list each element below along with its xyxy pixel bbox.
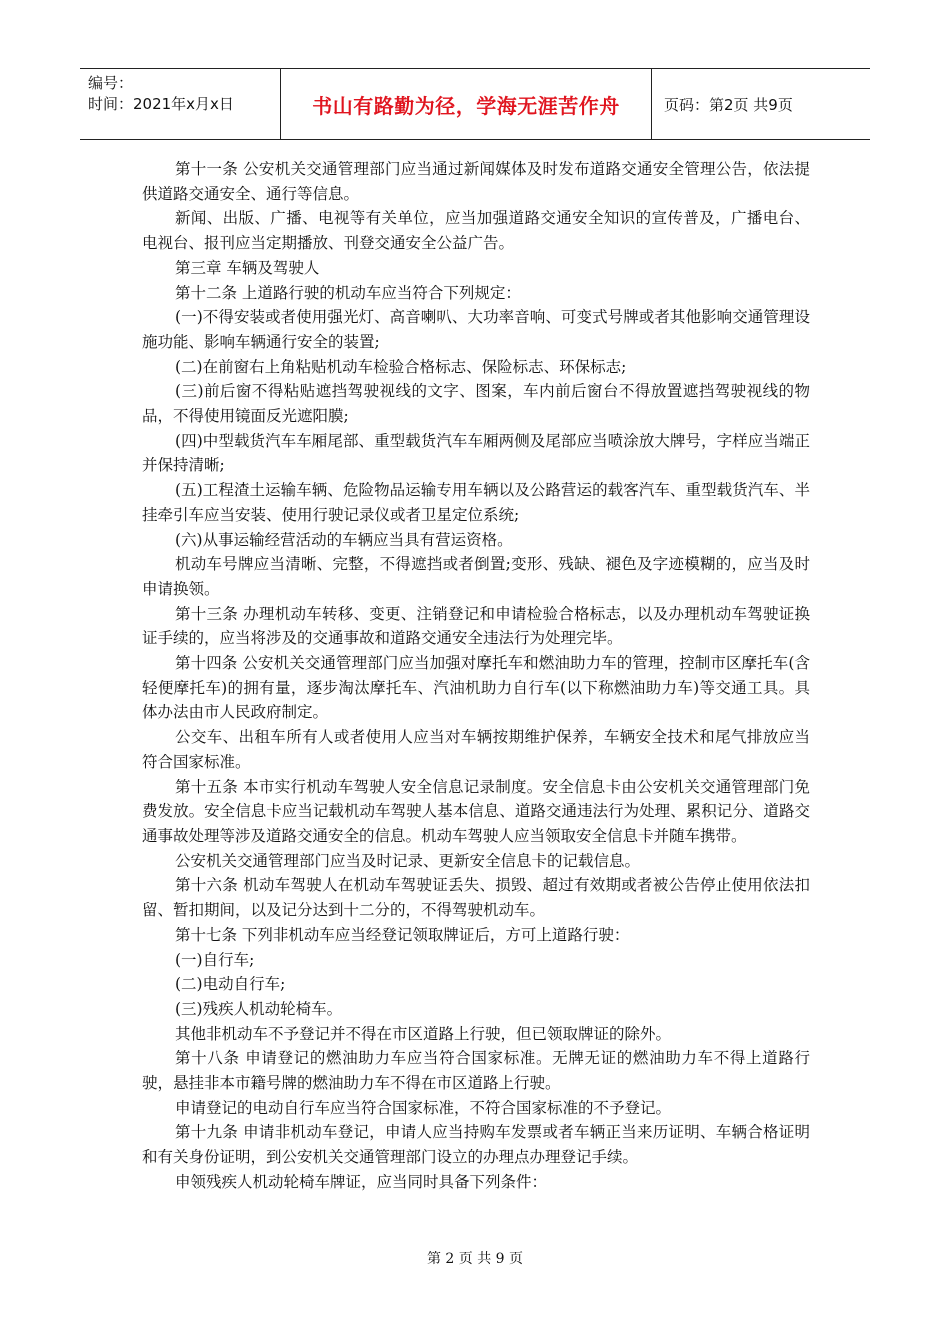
paragraph: 第十九条 申请非机动车登记，申请人应当持购车发票或者车辆正当来历证明、车辆合格证明和有关身份证明，到公安机关交通管理部门设立的办理点办理登记手续。 (142, 1123, 810, 1167)
paragraph: 其他非机动车不予登记并不得在市区道路上行驶，但已领取牌证的除外。 (175, 1024, 672, 1043)
page-header (80, 68, 870, 140)
chapter-heading: 第三章 车辆及驾驶人 (175, 258, 320, 277)
list-item: (三)前后窗不得粘贴遮挡驾驶视线的文字、图案，车内前后窗台不得放置遮挡驾驶视线的物品，不得使用镜面反光遮阳膜; (142, 382, 810, 426)
list-item: (二)在前窗右上角粘贴机动车检验合格标志、保险标志、环保标志; (175, 357, 627, 376)
header-page-number: 页码：第2页 共9页 (664, 95, 793, 114)
list-item: (四)中型载货汽车车厢尾部、重型载货汽车车厢两侧及尾部应当喷涂放大牌号，字样应当端正并保持清晰; (142, 431, 810, 475)
paragraph: 公安机关交通管理部门应当及时记录、更新安全信息卡的记载信息。 (175, 851, 641, 870)
list-item: (五)工程渣土运输车辆、危险物品运输专用车辆以及公路营运的载客汽车、重型载货汽车、半挂牵引车应当安装、使用行驶记录仪或者卫星定位系统; (142, 481, 810, 524)
paragraph: 第十五条 本市实行机动车驾驶人安全信息记录制度。安全信息卡由公安机关交通管理部门免费发放。安全信息卡应当记载机动车驾驶人基本信息、道路交通违法行为处理、累积记分、道路交通事故处理等涉及道路交通安全的信息。机动车驾驶人应当领取安全信息卡并随车携带。 (142, 777, 810, 845)
paragraph: 第十八条 申请登记的燃油助力车应当符合国家标准。无牌无证的燃油助力车不得上道路行驶，悬挂非本市籍号牌的燃油助力车不得在市区道路上行驶。 (142, 1049, 810, 1093)
document-date-label: 时间：2021年x月x日 (88, 95, 234, 113)
list-item: (一)自行车; (175, 950, 255, 969)
list-item: (六)从事运输经营活动的车辆应当具有营运资格。 (175, 530, 513, 549)
document-number-label: 编号： (88, 74, 134, 92)
paragraph: 第十二条 上道路行驶的机动车应当符合下列规定： (175, 283, 521, 302)
page-footer: 第 2 页 共 9 页 (426, 1251, 524, 1267)
list-item: (二)电动自行车; (175, 975, 286, 994)
paragraph: 机动车号牌应当清晰、完整，不得遮挡或者倒置;变形、残缺、褪色及字迹模糊的，应当及时申请换领。 (142, 555, 810, 598)
header-meta (80, 69, 280, 139)
paragraph: 申请登记的电动自行车应当符合国家标准，不符合国家标准的不予登记。 (175, 1098, 672, 1117)
list-item: (一)不得安装或者使用强光灯、高音喇叭、大功率音响、可变式号牌或者其他影响交通管理设施功能、影响车辆通行安全的装置; (142, 308, 810, 351)
document-body (142, 157, 810, 1195)
header-motto: 书山有路勤为径，学海无涯苦作舟 (280, 69, 652, 139)
paragraph: 第十七条 下列非机动车应当经登记领取牌证后，方可上道路行驶： (175, 925, 630, 944)
paragraph: 第十一条 公安机关交通管理部门应当通过新闻媒体及时发布道路交通安全管理公告，依法提供道路交通安全、通行等信息。 (142, 160, 810, 203)
list-item: (三)残疾人机动轮椅车。 (175, 999, 343, 1018)
paragraph: 第十三条 办理机动车转移、变更、注销登记和申请检验合格标志，以及办理机动车驾驶证换证手续的，应当将涉及的交通事故和道路交通安全违法行为处理完毕。 (142, 604, 810, 648)
paragraph: 第十四条 公安机关交通管理部门应当加强对摩托车和燃油助力车的管理，控制市区摩托车(含轻便摩托车)的拥有量，逐步淘汰摩托车、汽油机助力自行车(以下称燃油助力车)等交通工具。具体办法由市人民政府制定。 (142, 654, 810, 722)
paragraph: 第十六条 机动车驾驶人在机动车驾驶证丢失、损毁、超过有效期或者被公告停止使用依法扣留、暂扣期间，以及记分达到十二分的，不得驾驶机动车。 (142, 876, 810, 920)
paragraph: 公交车、出租车所有人或者使用人应当对车辆按期维护保养，车辆安全技术和尾气排放应当符合国家标准。 (142, 728, 810, 771)
paragraph: 新闻、出版、广播、电视等有关单位，应当加强道路交通安全知识的宣传普及，广播电台、电视台、报刊应当定期播放、刊登交通安全公益广告。 (142, 209, 810, 253)
paragraph: 申领残疾人机动轮椅车牌证，应当同时具备下列条件： (175, 1172, 548, 1191)
